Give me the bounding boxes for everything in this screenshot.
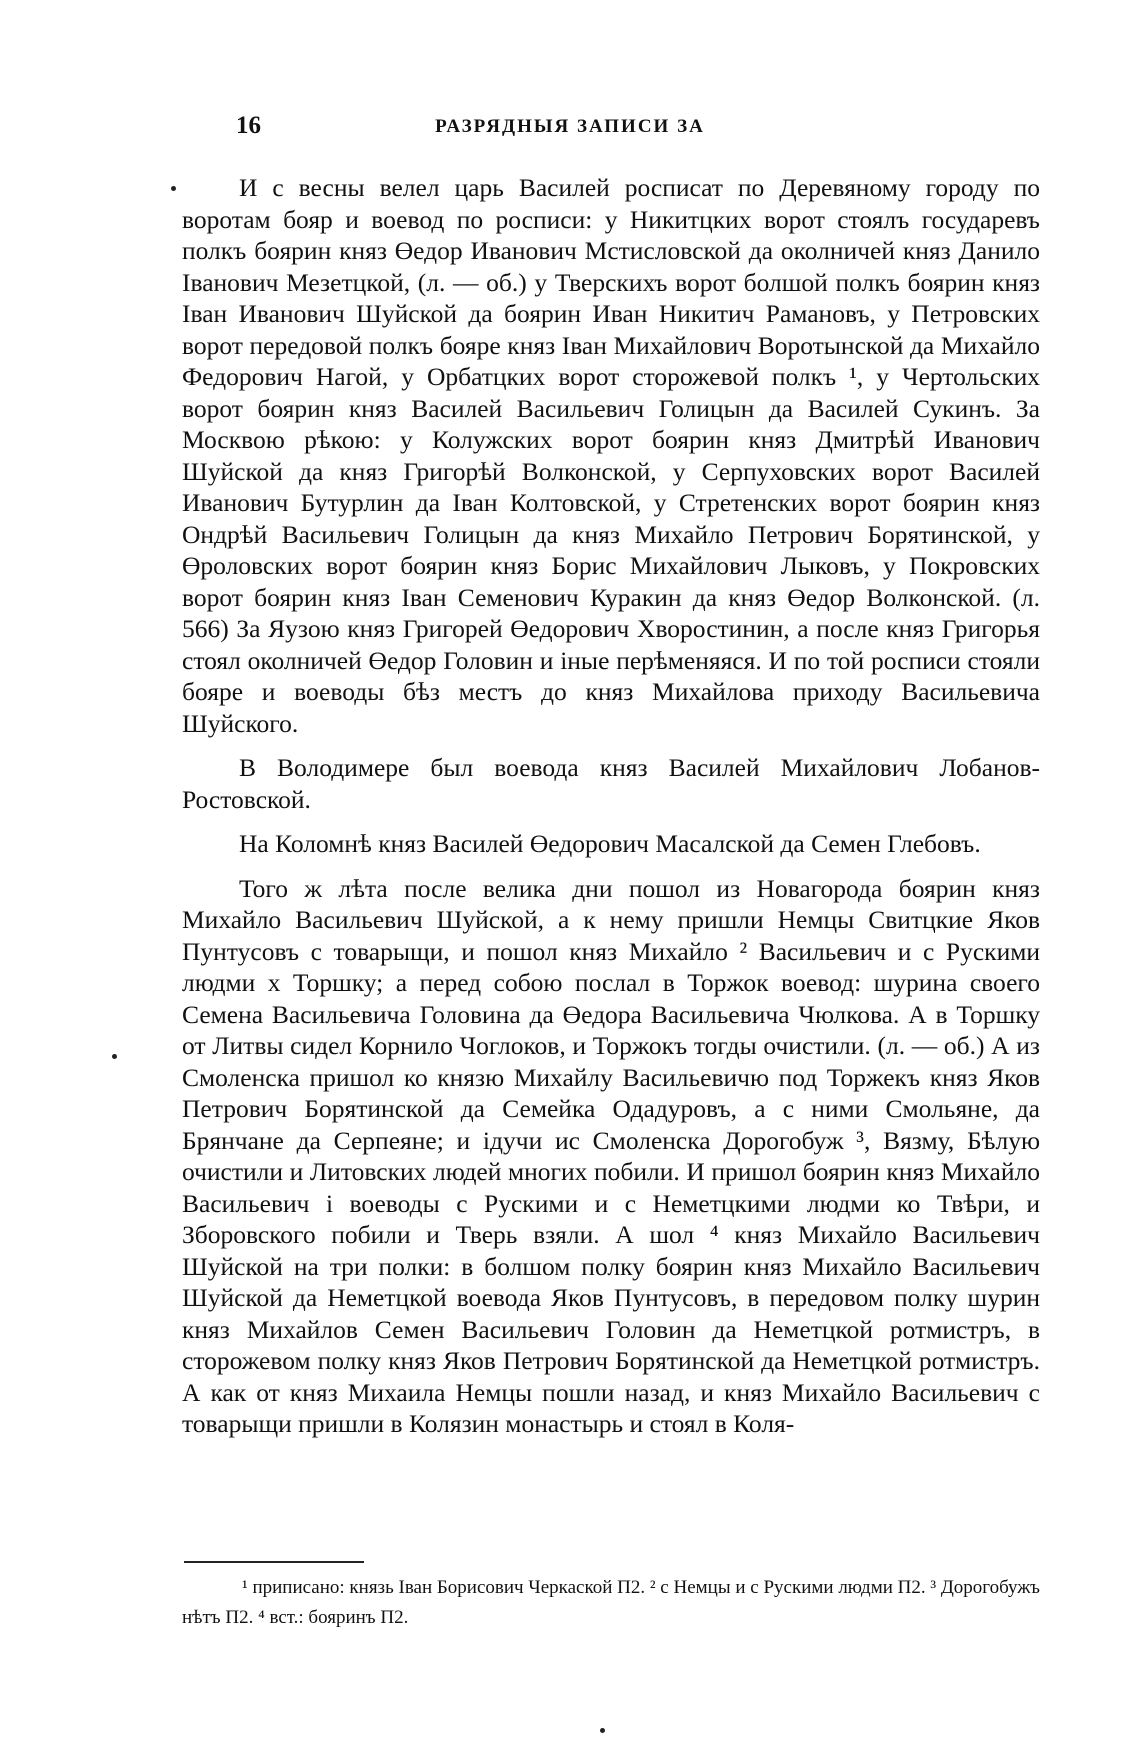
margin-speck [171, 186, 176, 191]
paragraph-campaign: Того ж лѣта после велика дни пошол из Новагорода боярин княз Михайло Васильевич Шуйской, а к нему пришли Немцы Свитцкие Яков Пунтусовъ с товарыщи, и пошол княз Михайло ² Васильевич и с Рускими людми х Торшку; а перед собою послал в Торжок воевод: шурина своего Семена Васильевича Головина да Өедора Васильевича Чюлкова. А в Торшку от Литвы сидел Корнило Чоглоков, и Торжокъ тогды очистили. (л. — об.) А из Смоленска пришол ко князю Михайлу Васильевичю под Торжекъ княз Яков Петрович Борятинской да Семейка Одадуровъ, а с ними Смольяне, да Брянчане да Серпеяне; и ідучи ис Смоленска Дорогобуж ³, Вязму, Бѣлую очистили и Литовских людей многих побили. И пришол боярин княз Михайло Васильевич і воеводы с Рускими и с Неметцкими людми ко Твѣри, и Зборовского побили и Тверь взяли. А шол ⁴ княз Михайло Васильевич Шуйской на три полки: в болшом полку боярин княз Михайло Васильевич Шуйской да Неметцкой воевода Яков Пунтусовъ, в передовом полку шурин княз Михайлов Семен Васильевич Головин да Неметцкой ротмистръ, в сторожевом полку княз Яков Петрович Борятинской да Неметцкой ротмистръ. А как от княз Михаила Немцы пошли назад, и княз Михайло Васильевич с товарыщи пришли в Колязин монастырь и стоял в Коля- [182, 873, 1040, 1438]
running-title: РАЗРЯДНЫЯ ЗАПИСИ ЗА [435, 116, 705, 137]
body-text [182, 172, 1040, 1453]
margin-speck [112, 1054, 117, 1059]
footnote-rule [184, 1561, 364, 1563]
paragraph-moscow-gates: И с весны велел царь Василей росписат по Деревяному городу по воротам бояр и воевод по росписи: у Никитцких ворот стоялъ государевъ полкъ боярин княз Өедор Иванович Мстисловской да околничей княз Данило Іванович Мезетцкой, (л. — об.) у Тверскихъ ворот болшой полкъ боярин княз Іван Иванович Шуйской да боярин Иван Никитич Рамановъ, у Петровских ворот передовой полкъ бояре княз Іван Михайлович Воротынской да Михайло Федорович Нагой, у Орбатцких ворот сторожевой полкъ ¹, у Чертольских ворот боярин княз Василей Васильевич Голицын да Василей Сукинъ. За Москвою рѣкою: у Колужских ворот боярин княз Дмитрѣй Иванович Шуйской да княз Григорѣй Волконской, у Серпуховских ворот Василей Иванович Бутурлин да Іван Колтовской, у Стретенских ворот боярин княз Ондрѣй Васильевич Голицын да княз Михайло Петрович Борятинской, у Өроловских ворот боярин княз Борис Михайлович Лыковъ, у Покровских ворот боярин княз Іван Семенович Куракин да княз Өедор Волконской. (л. 566) За Яузою княз Григорей Өедорович Хворостинин, а после княз Григорья стоял околничей Өедор Головин и іные перѣменяяся. И по той росписи стояли бояре и воеводы бѣз местъ до княз Михайлова приходу Васильевича Шуйского. [182, 173, 1040, 738]
page-header [0, 112, 1140, 142]
footnotes: ¹ приписано: князь Іван Борисович Черкаской П2. ² с Немцы и с Рускими людми П2. ³ Дорогобужъ нѣтъ П2. ⁴ вст.: бояринъ П2. [182, 1577, 1040, 1628]
paragraph-volodimer: В Володимере был воевода княз Василей Михайлович Лобанов-Ростовской. [182, 753, 1040, 814]
page-number: 16 [236, 112, 261, 139]
bottom-speck [600, 1728, 605, 1733]
paragraph-kolomna: На Коломнѣ княз Василей Өедорович Масалской да Семен Глебовъ. [239, 829, 981, 858]
